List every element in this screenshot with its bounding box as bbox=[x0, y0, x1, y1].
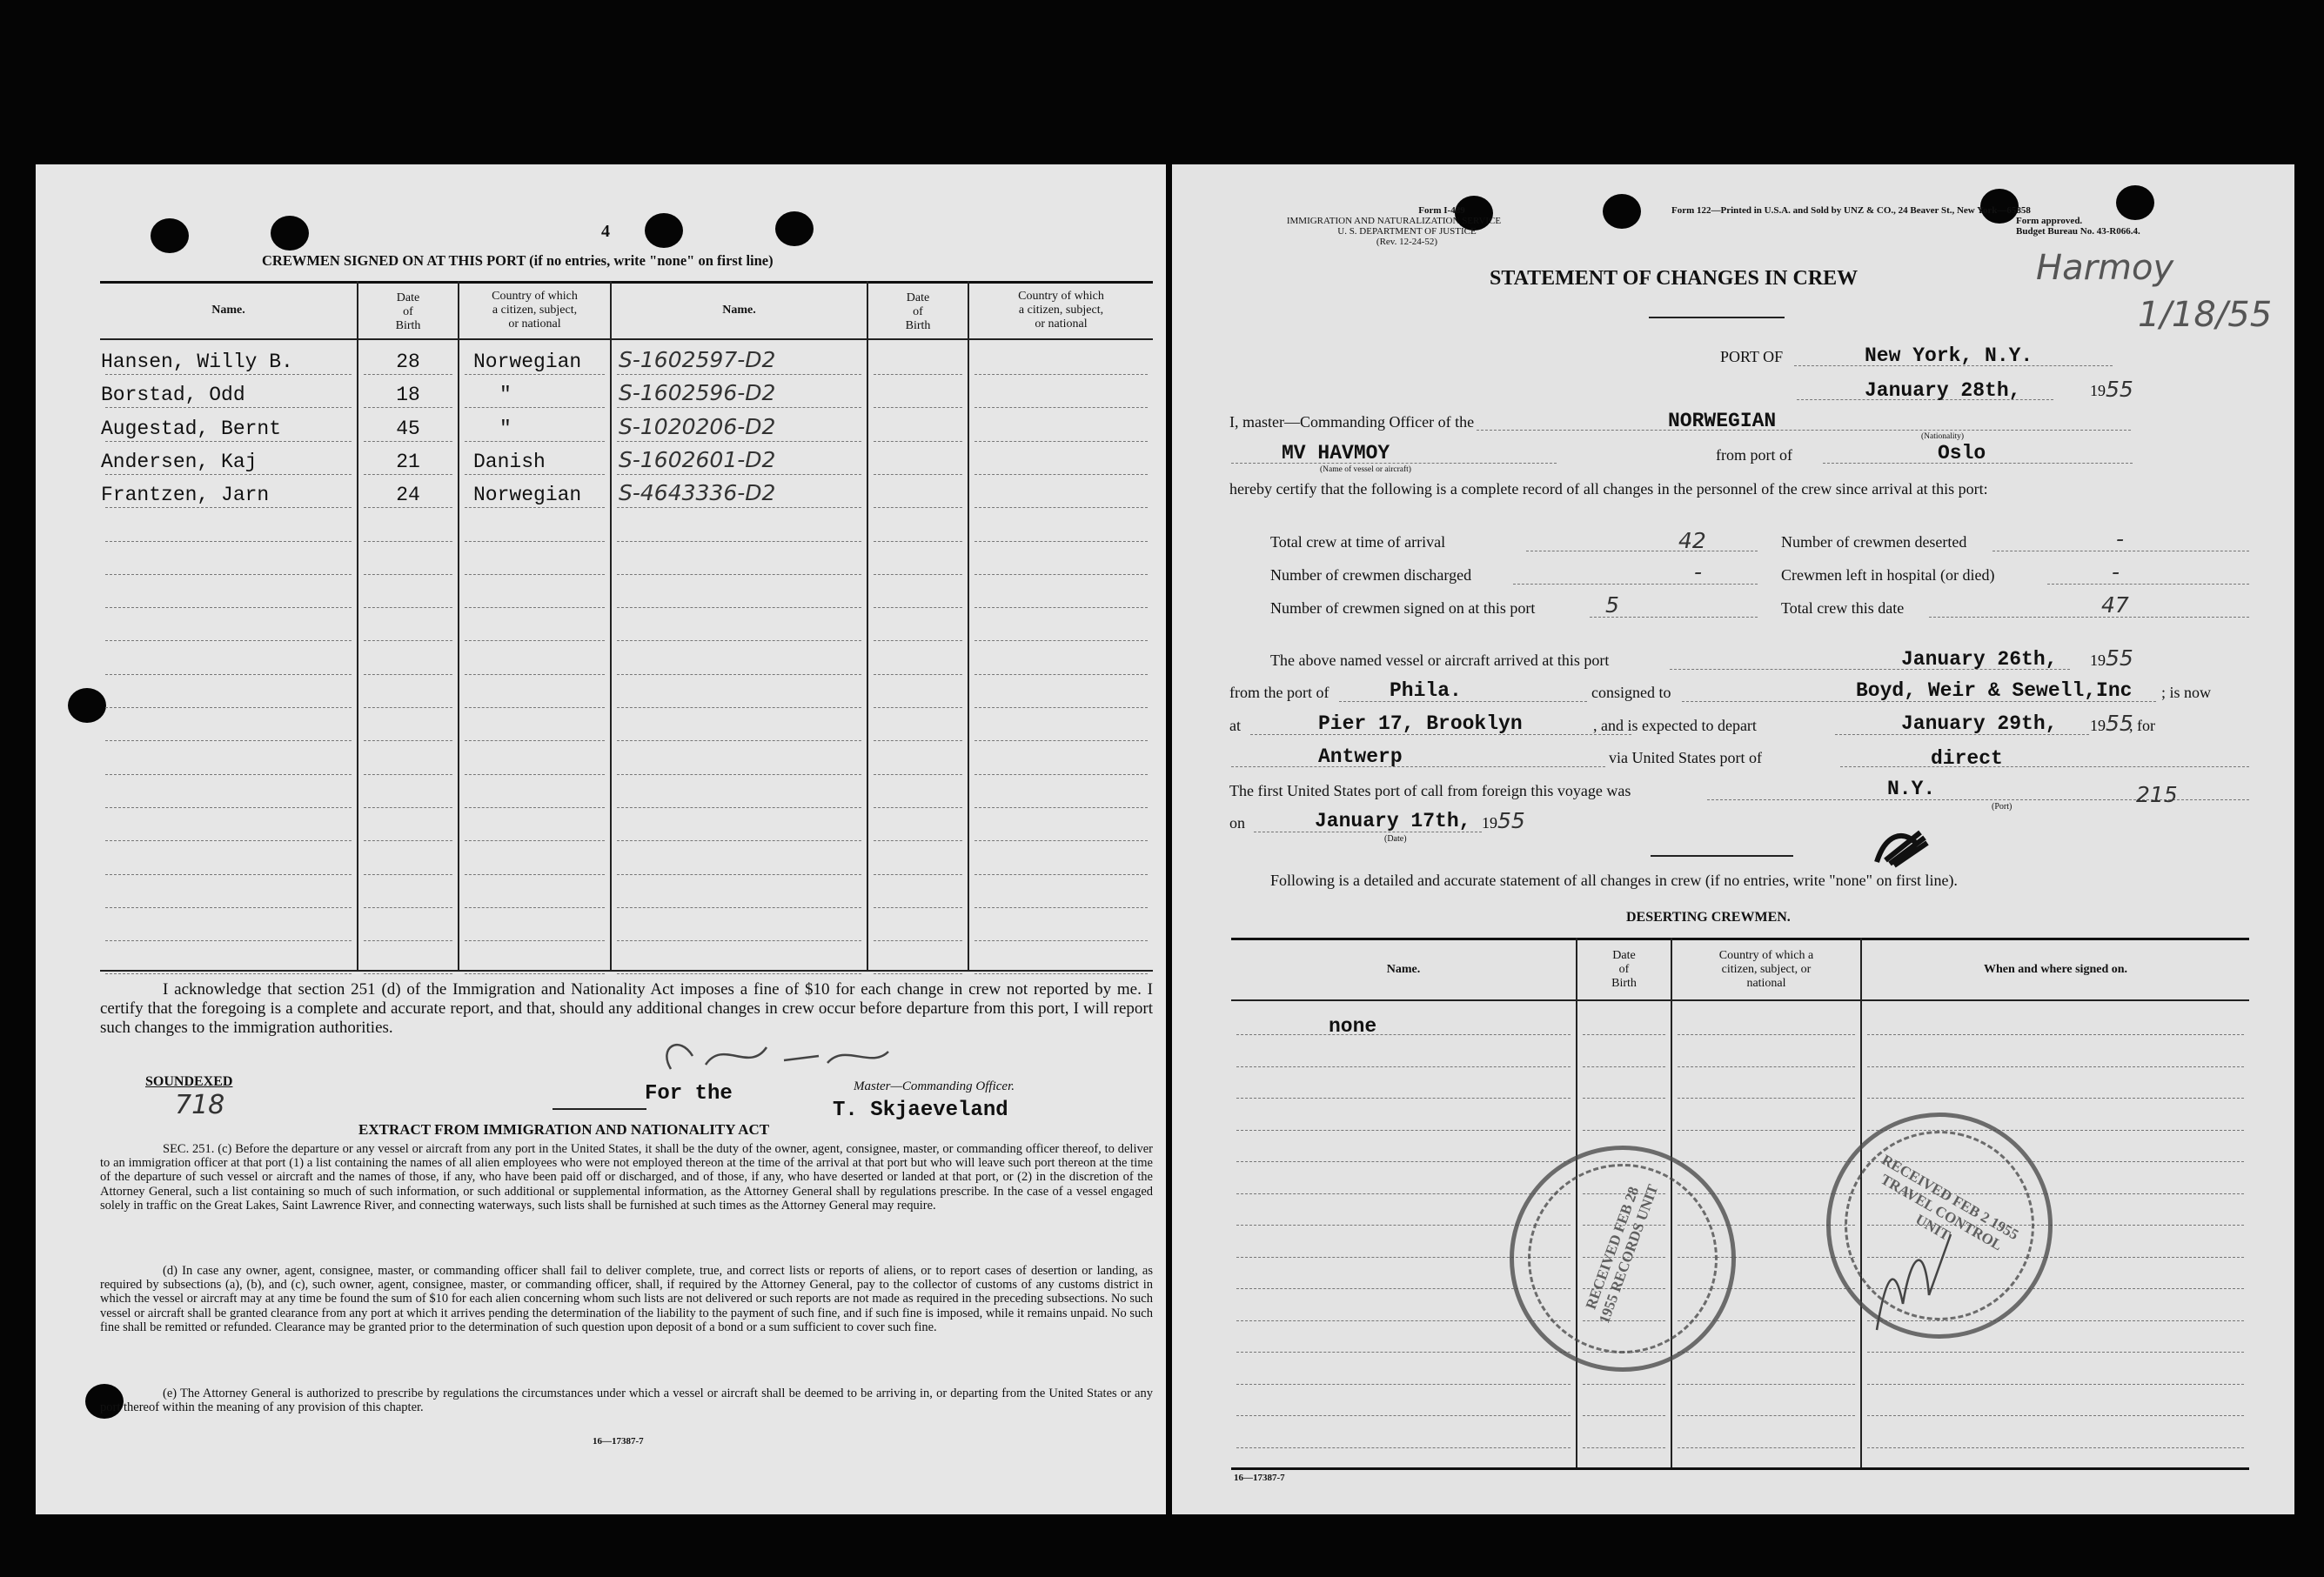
crew-dob: 28 bbox=[396, 351, 420, 373]
row-rule bbox=[465, 907, 605, 908]
date-caption: (Date) bbox=[1384, 834, 1407, 844]
row-rule bbox=[105, 574, 352, 575]
row-rule bbox=[974, 407, 1148, 408]
certify-text: hereby certify that the following is a complete record of all changes in the personnel of the crew since arrival at this port: bbox=[1229, 480, 1988, 498]
first-port-mark: 215 bbox=[2136, 782, 2178, 807]
row-rule bbox=[364, 607, 452, 608]
crew-seaman-number: S-1602596-D2 bbox=[619, 380, 776, 405]
row-rule bbox=[1583, 1130, 1665, 1131]
row-rule bbox=[465, 774, 605, 775]
header-dob: Date of Birth bbox=[905, 291, 931, 332]
row-rule bbox=[974, 907, 1148, 908]
row-rule bbox=[1236, 1384, 1571, 1385]
row-rule bbox=[364, 973, 452, 974]
port-caption: (Port) bbox=[1992, 802, 2013, 812]
header-country: Country of which a citizen, subject, or national bbox=[1018, 290, 1104, 331]
nationality-line bbox=[1477, 430, 2131, 431]
row-rule bbox=[617, 407, 861, 408]
row-rule bbox=[874, 574, 962, 575]
row-rule bbox=[874, 507, 962, 508]
row-rule bbox=[364, 940, 452, 941]
row-rule bbox=[465, 840, 605, 841]
form-code: 16—17387-7 bbox=[1234, 1473, 1285, 1483]
on-label: on bbox=[1229, 814, 1245, 832]
master-label: Master—Commanding Officer. bbox=[854, 1079, 1015, 1093]
from-port-value: Oslo bbox=[1938, 442, 1986, 464]
following-text: Following is a detailed and accurate statement of all changes in crew (if no entries, write "none" on first line). bbox=[1270, 872, 1958, 889]
soundexed-stamp: SOUNDEXED bbox=[145, 1074, 233, 1089]
header-country: Country of which a citizen, subject, or national bbox=[1718, 949, 1814, 990]
row-rule bbox=[874, 973, 962, 974]
row-rule bbox=[364, 541, 452, 542]
row-rule bbox=[974, 574, 1148, 575]
extract-title: EXTRACT FROM IMMIGRATION AND NATIONALITY ACT bbox=[358, 1121, 770, 1138]
master-line-label: I, master—Commanding Officer of the bbox=[1229, 413, 1475, 431]
row-rule bbox=[617, 907, 861, 908]
from-the-port-value: Phila. bbox=[1390, 679, 1462, 702]
row-rule bbox=[1236, 1161, 1571, 1162]
destination-line bbox=[1231, 766, 1605, 767]
form-approved: Form approved. bbox=[2016, 216, 2083, 226]
budget-bureau: Budget Bureau No. 43-R066.4. bbox=[2016, 226, 2140, 237]
crew-name: Hansen, Willy B. bbox=[101, 351, 293, 373]
row-rule bbox=[105, 973, 352, 974]
crew-country: " bbox=[499, 384, 512, 406]
table-top-rule bbox=[100, 281, 1153, 284]
table-bottom-rule bbox=[1231, 1467, 2249, 1470]
row-rule bbox=[974, 541, 1148, 542]
row-rule bbox=[1867, 1415, 2244, 1416]
port-value: New York, N.Y. bbox=[1865, 344, 2033, 367]
crew-dob: 18 bbox=[396, 384, 420, 406]
row-rule bbox=[874, 774, 962, 775]
row-rule bbox=[364, 374, 452, 375]
page-number: 4 bbox=[601, 222, 610, 241]
row-rule bbox=[465, 707, 605, 708]
row-rule bbox=[465, 407, 605, 408]
row-rule bbox=[874, 740, 962, 741]
row-rule bbox=[1583, 1066, 1665, 1067]
stat-label: Number of crewmen discharged bbox=[1270, 566, 1472, 584]
first-port-value: N.Y. bbox=[1887, 778, 1936, 800]
row-rule bbox=[465, 740, 605, 741]
column-divider bbox=[610, 281, 612, 970]
row-rule bbox=[105, 507, 352, 508]
row-rule bbox=[617, 541, 861, 542]
stat-label: Number of crewmen deserted bbox=[1781, 533, 1967, 551]
first-port-label: The first United States port of call from foreign this voyage was bbox=[1229, 782, 1631, 799]
acknowledgment-text: I acknowledge that section 251 (d) of the Immigration and Nationality Act imposes a fine of $10 for each change in crew not reported by me. I certify that the foregoing is a complete and accurate report, and that, should any additional changes in crew occur before departure from this port, I will report such changes to the immigration authorities. bbox=[100, 980, 1153, 1037]
row-rule bbox=[1678, 1161, 1855, 1162]
row-rule bbox=[1867, 1034, 2244, 1035]
stat-label: Crewmen left in hospital (or died) bbox=[1781, 566, 1995, 584]
crew-name: Augestad, Bernt bbox=[101, 418, 282, 440]
year-prefix: 19 bbox=[1482, 814, 1497, 832]
row-rule bbox=[617, 940, 861, 941]
signature-for-the: For the bbox=[645, 1082, 733, 1106]
depart-date: January 29th, bbox=[1901, 712, 2058, 735]
row-rule bbox=[105, 374, 352, 375]
row-rule bbox=[465, 940, 605, 941]
crew-name: Frantzen, Jarn bbox=[101, 484, 270, 506]
row-rule bbox=[465, 973, 605, 974]
row-rule bbox=[1678, 1098, 1855, 1099]
row-rule bbox=[1867, 1447, 2244, 1448]
row-rule bbox=[617, 874, 861, 875]
stat-value: - bbox=[2112, 559, 2120, 585]
row-rule bbox=[874, 640, 962, 641]
row-rule bbox=[364, 740, 452, 741]
crew-seaman-number: S-1602601-D2 bbox=[619, 447, 776, 472]
crew-country: Danish bbox=[473, 451, 546, 473]
law-section-e: (e) The Attorney General is authorized to prescribe by regulations the circumstances under which a vessel or aircraft shall be deemed to be arriving in, or departing from the United States or any port thereof within the meaning of any provision of this chapter. bbox=[100, 1387, 1153, 1415]
row-rule bbox=[105, 407, 352, 408]
crew-country: Norwegian bbox=[473, 484, 582, 506]
stat-label: Total crew at time of arrival bbox=[1270, 533, 1446, 551]
row-rule bbox=[1678, 1034, 1855, 1035]
row-rule bbox=[465, 374, 605, 375]
row-rule bbox=[105, 441, 352, 442]
header-name: Name. bbox=[722, 304, 756, 317]
row-rule bbox=[465, 640, 605, 641]
row-rule bbox=[874, 374, 962, 375]
row-rule bbox=[974, 474, 1148, 475]
row-rule bbox=[105, 740, 352, 741]
stat-value: 42 bbox=[1678, 528, 1706, 553]
row-rule bbox=[1236, 1193, 1571, 1194]
master-name: T. Skjaeveland bbox=[833, 1099, 1008, 1122]
column-divider bbox=[867, 281, 868, 970]
table-bottom-rule bbox=[100, 970, 1153, 972]
row-rule bbox=[874, 707, 962, 708]
department: U. S. DEPARTMENT OF JUSTICE bbox=[1337, 226, 1477, 237]
table-header-rule bbox=[1231, 999, 2249, 1001]
row-rule bbox=[974, 807, 1148, 808]
stat-value: 5 bbox=[1605, 592, 1619, 618]
deserting-title: DESERTING CREWMEN. bbox=[1626, 910, 1791, 925]
row-rule bbox=[874, 807, 962, 808]
via-line bbox=[1840, 766, 2249, 767]
row-rule bbox=[364, 807, 452, 808]
header-name: Name. bbox=[211, 304, 245, 317]
row-rule bbox=[364, 640, 452, 641]
travel-stamp-text: RECEIVED FEB 2 1955 TRAVEL CONTROL UNIT bbox=[1878, 1151, 2022, 1254]
row-rule bbox=[105, 541, 352, 542]
soundex-mark: 718 bbox=[175, 1090, 225, 1120]
via-value: direct bbox=[1931, 747, 2003, 770]
crew-name: Borstad, Odd bbox=[101, 384, 245, 406]
row-rule bbox=[1583, 1384, 1665, 1385]
row-rule bbox=[1678, 1447, 1855, 1448]
crew-seaman-number: S-4643336-D2 bbox=[619, 480, 776, 505]
row-rule bbox=[1236, 1352, 1571, 1353]
initials-scribble bbox=[1859, 1226, 1964, 1339]
row-rule bbox=[1236, 1034, 1571, 1035]
law-section-c: SEC. 251. (c) Before the departure or any vessel or aircraft from any port in the United States, it shall be the duty of the owner, agent, consignee, master, or commanding officer thereof, to deliver to an immigration officer at that port (1) a list containing the names of all alien employees who were not employed thereon at the time of the arrival at that port but who will leave such port thereon at the time of the departure of such vessel or aircraft and the names of those, if any, who have been paid off or discharged, and of those, if any, who have deserted or landed at that port, or (2) in the discretion of the Attorney General, such a list containing so much of such information, or such additional or supplemental information, as the Attorney General shall by regulations prescribe. In the case of a vessel engaged solely in traffic on the Great Lakes, Saint Lawrence River, and connecting waterways, such lists shall be furnished at such times as the Attorney General may require. bbox=[100, 1142, 1153, 1213]
row-rule bbox=[617, 607, 861, 608]
destination-value: Antwerp bbox=[1318, 745, 1403, 768]
stat-value: 47 bbox=[2101, 592, 2129, 618]
row-rule bbox=[1236, 1098, 1571, 1099]
row-rule bbox=[465, 441, 605, 442]
row-rule bbox=[1236, 1320, 1571, 1321]
year-prefix: 19 bbox=[2090, 382, 2106, 399]
row-rule bbox=[1583, 1415, 1665, 1416]
table-top-rule bbox=[1231, 938, 2249, 940]
row-rule bbox=[617, 674, 861, 675]
row-rule bbox=[974, 774, 1148, 775]
row-rule bbox=[105, 840, 352, 841]
row-rule bbox=[1867, 1384, 2244, 1385]
vessel-line bbox=[1231, 463, 1557, 464]
records-stamp-text: RECEIVED FEB 28 1955 RECORDS UNIT bbox=[1582, 1182, 1662, 1326]
form-title: STATEMENT OF CHANGES IN CREW bbox=[1490, 267, 1859, 290]
crew-country: " bbox=[499, 418, 512, 440]
row-rule bbox=[105, 474, 352, 475]
column-divider bbox=[458, 281, 459, 970]
right-page bbox=[1172, 164, 2294, 1514]
row-rule bbox=[874, 840, 962, 841]
port-label: PORT OF bbox=[1720, 348, 1784, 365]
crew-dob: 21 bbox=[396, 451, 420, 473]
row-rule bbox=[974, 874, 1148, 875]
row-rule bbox=[617, 740, 861, 741]
row-rule bbox=[617, 574, 861, 575]
row-rule bbox=[617, 374, 861, 375]
header-country: Country of which a citizen, subject, or national bbox=[492, 290, 578, 331]
row-rule bbox=[1583, 1034, 1665, 1035]
row-rule bbox=[1583, 1098, 1665, 1099]
crew-seaman-number: S-1020206-D2 bbox=[619, 414, 776, 439]
header-name: Name. bbox=[1386, 963, 1421, 976]
row-rule bbox=[617, 973, 861, 974]
row-rule bbox=[364, 707, 452, 708]
crew-dob: 45 bbox=[396, 418, 420, 440]
row-rule bbox=[617, 840, 861, 841]
signature-underline bbox=[553, 1108, 646, 1110]
row-rule bbox=[364, 874, 452, 875]
year-prefix: 19 bbox=[2090, 717, 2106, 734]
punch-hole bbox=[645, 213, 683, 248]
consigned-label: consigned to bbox=[1591, 684, 1671, 701]
header-dob: Date of Birth bbox=[1611, 949, 1637, 990]
for-label: , for bbox=[2129, 717, 2155, 734]
punch-hole bbox=[1603, 194, 1641, 229]
row-rule bbox=[974, 640, 1148, 641]
row-rule bbox=[364, 674, 452, 675]
punch-hole bbox=[2116, 185, 2154, 220]
row-rule bbox=[465, 874, 605, 875]
row-rule bbox=[364, 907, 452, 908]
row-rule bbox=[874, 874, 962, 875]
row-rule bbox=[105, 607, 352, 608]
ink-scribble bbox=[1868, 825, 1938, 869]
row-rule bbox=[465, 574, 605, 575]
row-rule bbox=[105, 940, 352, 941]
nationality-value: NORWEGIAN bbox=[1668, 410, 1777, 432]
crew-seaman-number: S-1602597-D2 bbox=[619, 347, 776, 372]
nationality-caption: (Nationality) bbox=[1921, 432, 1965, 441]
date-value: January 28th, bbox=[1865, 379, 2021, 402]
row-rule bbox=[874, 607, 962, 608]
separator-rule bbox=[1651, 855, 1793, 857]
row-rule bbox=[974, 674, 1148, 675]
row-rule bbox=[974, 507, 1148, 508]
row-rule bbox=[1236, 1415, 1571, 1416]
from-the-port-line bbox=[1339, 701, 1587, 702]
row-rule bbox=[617, 807, 861, 808]
row-rule bbox=[364, 474, 452, 475]
table-header-rule bbox=[100, 338, 1153, 340]
from-port-label: from port of bbox=[1716, 446, 1792, 464]
row-rule bbox=[1678, 1066, 1855, 1067]
row-rule bbox=[105, 640, 352, 641]
stat-line bbox=[2047, 584, 2249, 585]
at-label: at bbox=[1229, 717, 1241, 734]
row-rule bbox=[874, 940, 962, 941]
row-rule bbox=[105, 707, 352, 708]
consignee-value: Boyd, Weir & Sewell,Inc bbox=[1856, 679, 2133, 702]
row-rule bbox=[465, 674, 605, 675]
row-rule bbox=[1583, 1447, 1665, 1448]
row-rule bbox=[1236, 1066, 1571, 1067]
row-rule bbox=[364, 507, 452, 508]
row-rule bbox=[974, 973, 1148, 974]
location-value: Pier 17, Brooklyn bbox=[1318, 712, 1523, 735]
column-divider bbox=[968, 281, 969, 970]
row-rule bbox=[617, 474, 861, 475]
punch-hole bbox=[271, 216, 309, 251]
row-rule bbox=[974, 374, 1148, 375]
row-rule bbox=[105, 907, 352, 908]
crew-dob: 24 bbox=[396, 484, 420, 506]
arrival-year: 55 bbox=[2106, 645, 2133, 671]
master-signature bbox=[645, 1030, 941, 1082]
row-rule bbox=[364, 407, 452, 408]
first-year: 55 bbox=[1497, 808, 1525, 833]
row-rule bbox=[1867, 1098, 2244, 1099]
row-rule bbox=[105, 874, 352, 875]
is-now-label: ; is now bbox=[2161, 684, 2212, 701]
row-rule bbox=[974, 740, 1148, 741]
header-when: When and where signed on. bbox=[1983, 963, 2128, 976]
stat-value: - bbox=[2116, 526, 2125, 551]
stat-label: Number of crewmen signed on at this port bbox=[1270, 599, 1536, 617]
agency: IMMIGRATION AND NATURALIZATION SERVICE bbox=[1286, 216, 1502, 226]
punch-hole bbox=[68, 688, 106, 723]
arrived-text: The above named vessel or aircraft arrived at this port bbox=[1270, 652, 1610, 669]
from-the-port-label: from the port of bbox=[1229, 684, 1329, 701]
row-rule bbox=[1867, 1352, 2244, 1353]
row-rule bbox=[974, 840, 1148, 841]
row-rule bbox=[974, 607, 1148, 608]
row-rule bbox=[1678, 1415, 1855, 1416]
row-rule bbox=[465, 541, 605, 542]
depart-label: , and is expected to depart bbox=[1593, 717, 1757, 734]
stat-line bbox=[1513, 584, 1758, 585]
row-rule bbox=[465, 607, 605, 608]
vessel-caption: (Name of vessel or aircraft) bbox=[1320, 465, 1411, 474]
row-rule bbox=[617, 707, 861, 708]
arrival-date: January 26th, bbox=[1901, 648, 2058, 671]
row-rule bbox=[364, 840, 452, 841]
form-code: 16—17387-7 bbox=[593, 1436, 644, 1447]
via-label: via United States port of bbox=[1609, 749, 1762, 766]
row-rule bbox=[465, 474, 605, 475]
header-dob: Date of Birth bbox=[395, 291, 421, 332]
row-rule bbox=[1867, 1066, 2244, 1067]
punch-hole bbox=[775, 211, 814, 246]
stat-value: - bbox=[1694, 559, 1703, 585]
year-prefix: 19 bbox=[2090, 652, 2106, 669]
year-value: 55 bbox=[2106, 377, 2133, 402]
row-rule bbox=[364, 774, 452, 775]
row-rule bbox=[617, 441, 861, 442]
row-rule bbox=[617, 774, 861, 775]
row-rule bbox=[105, 774, 352, 775]
deserting-entry: none bbox=[1329, 1015, 1377, 1038]
printer-note: Form 122—Printed in U.S.A. and Sold by UNZ & CO., 24 Beaver St., New York—65858 bbox=[1671, 205, 2031, 216]
depart-year: 55 bbox=[2106, 711, 2133, 736]
row-rule bbox=[105, 674, 352, 675]
vessel-value: MV HAVMOY bbox=[1282, 442, 1390, 464]
row-rule bbox=[364, 574, 452, 575]
row-rule bbox=[874, 674, 962, 675]
row-rule bbox=[105, 807, 352, 808]
row-rule bbox=[1236, 1447, 1571, 1448]
punch-hole bbox=[151, 218, 189, 253]
form-number: Form I-489 bbox=[1418, 205, 1465, 216]
stat-label: Total crew this date bbox=[1781, 599, 1905, 617]
row-rule bbox=[874, 541, 962, 542]
row-rule bbox=[364, 441, 452, 442]
row-rule bbox=[1678, 1130, 1855, 1131]
row-rule bbox=[1678, 1352, 1855, 1353]
section-title: CREWMEN SIGNED ON AT THIS PORT (if no entries, write "none" on first line) bbox=[262, 252, 774, 269]
row-rule bbox=[1678, 1384, 1855, 1385]
crew-name: Andersen, Kaj bbox=[101, 451, 258, 473]
revision: (Rev. 12-24-52) bbox=[1376, 237, 1438, 247]
handwritten-vessel: Harmoy bbox=[2036, 248, 2174, 288]
row-rule bbox=[617, 640, 861, 641]
row-rule bbox=[1236, 1130, 1571, 1131]
row-rule bbox=[974, 707, 1148, 708]
law-section-d: (d) In case any owner, agent, consignee, master, or commanding officer shall fail to deliver complete, true, and correct lists or reports of aliens, or to report cases of desertion or landing, as required by subsections (a), (b), and (c), such owner, agent, consignee, master, or commanding officer, shall, if required by the Attorney General, pay to the collector of customs of any customs district in which the vessel or aircraft may at any time be found the sum of $10 for each alien concerning whom such lists are not delivered or such reports are not made as required in the preceding subsections. No such vessel or aircraft shall be granted clearance from any port at which it arrives pending the determination of the liability to the payment of such fine, and if such fine is imposed, while it remains unpaid. No such fine shall be remitted or refunded. Clearance may be granted prior to the determination of such question upon deposit of a bond or a sum sufficient to cover such fine. bbox=[100, 1264, 1153, 1334]
crew-country: Norwegian bbox=[473, 351, 582, 373]
row-rule bbox=[874, 407, 962, 408]
left-page bbox=[36, 164, 1166, 1514]
stat-line bbox=[1929, 617, 2249, 618]
records-unit-stamp bbox=[1495, 1131, 1751, 1387]
handwritten-date: 1/18/55 bbox=[2138, 295, 2273, 335]
row-rule bbox=[617, 507, 861, 508]
row-rule bbox=[874, 474, 962, 475]
row-rule bbox=[974, 441, 1148, 442]
row-rule bbox=[465, 807, 605, 808]
first-date-value: January 17th, bbox=[1315, 810, 1471, 832]
row-rule bbox=[465, 507, 605, 508]
row-rule bbox=[874, 907, 962, 908]
row-rule bbox=[974, 940, 1148, 941]
title-rule bbox=[1649, 317, 1785, 318]
row-rule bbox=[874, 441, 962, 442]
